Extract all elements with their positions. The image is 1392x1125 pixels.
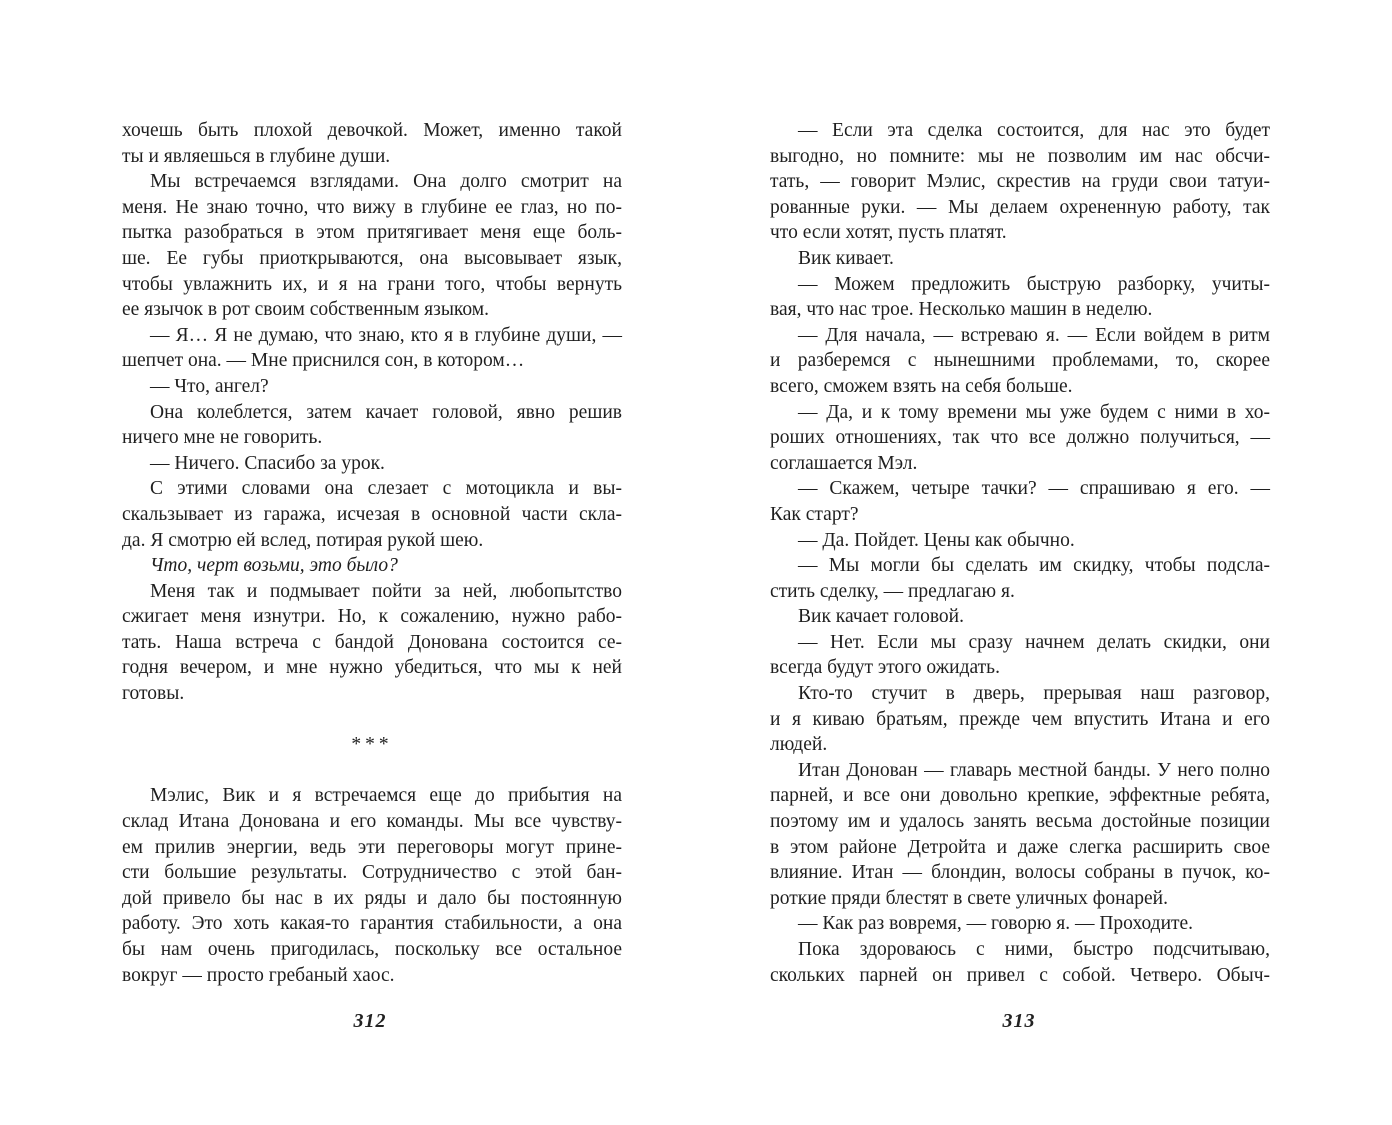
text-line: хочешь быть плохой девочкой. Может, именно такой xyxy=(122,120,622,141)
text-line: — Можем предложить быструю разборку, учиты- xyxy=(798,273,1270,295)
text-line: стить сделку, — предлагаю я. xyxy=(770,580,1015,602)
text-line: шепчет она. — Мне приснился сон, в котором… xyxy=(122,350,525,372)
text-line: работу. Это хоть какая-то гарантия стабильности, а она xyxy=(122,913,622,935)
text-line: рованные руки. — Мы делаем охрененную работу, так xyxy=(770,196,1270,218)
right-page xyxy=(770,118,1270,988)
text-line: Вик качает головой. xyxy=(798,606,964,628)
right-page-text xyxy=(770,118,1270,988)
text-line: ты и являешься в глубине души. xyxy=(122,145,391,167)
text-line: роших отношениях, так что все должно получиться, — xyxy=(770,427,1270,449)
text-line: выгодно, но помните: мы не позволим им нас обсчи- xyxy=(770,145,1270,167)
text-line: Она колеблется, затем качает головой, явно решив xyxy=(150,401,622,423)
text-line: тать. Наша встреча с бандой Донована состоится се- xyxy=(122,631,622,653)
text-line: годня вечером, и мне нужно убедиться, что мы к ней xyxy=(122,657,622,679)
text-line: меня. Не знаю точно, что вижу в глубине ее глаз, но по- xyxy=(122,196,622,218)
left-page-text-after-break xyxy=(122,783,622,988)
text-line: тать, — говорит Мэлис, скрестив на груди свои татуи- xyxy=(770,171,1270,193)
text-line: и я киваю братьям, прежде чем впустить Итана и его xyxy=(770,708,1270,730)
text-line: С этими словами она слезает с мотоцикла и вы- xyxy=(150,478,622,500)
text-line: всего, сможем взять на себя больше. xyxy=(770,375,1073,397)
text-line: бы нам очень пригодилась, поскольку все остальное xyxy=(122,939,622,960)
text-line: — Как раз вовремя, — говорю я. — Проходите. xyxy=(798,913,1194,935)
text-line: — Мы могли бы сделать им скидку, чтобы подсла- xyxy=(798,555,1270,577)
text-line: Что, черт возьми, это было? xyxy=(150,555,398,577)
text-line: Пока здороваюсь с ними, быстро подсчитываю, xyxy=(798,939,1270,960)
text-line: да. Я смотрю ей вслед, потирая рукой шею. xyxy=(122,529,484,551)
text-line: чтобы увлажнить их, и я на грани того, чтобы вернуть xyxy=(122,273,622,295)
text-line: роткие пряди блестят в свете уличных фонарей. xyxy=(770,887,1168,909)
text-line: скольких парней он привел с собой. Четверо. Обыч- xyxy=(770,964,1270,986)
text-line: сти большие результаты. Сотрудничество с этой бан- xyxy=(122,862,622,884)
text-line: ем прилив энергии, ведь эти переговоры могут прине- xyxy=(122,836,622,858)
text-line: Как старт? xyxy=(770,503,859,525)
text-line: ше. Ее губы приоткрываются, она высовывает язык, xyxy=(122,247,622,269)
text-line: что если хотят, пусть платят. xyxy=(770,222,1007,244)
text-line: — Если эта сделка состоится, для нас это будет xyxy=(798,120,1270,141)
text-line: пытка разобраться в этом притягивает меня еще боль- xyxy=(122,222,622,244)
text-line: Вик кивает. xyxy=(798,247,894,269)
text-line: ничего мне не говорить. xyxy=(122,427,323,449)
text-line: — Скажем, четыре тачки? — спрашиваю я его. — xyxy=(798,478,1270,500)
text-line: поэтому им и удалось занять весьма достойные позиции xyxy=(770,811,1270,833)
text-line: — Ничего. Спасибо за урок. xyxy=(150,452,385,474)
page-number-left: 312 xyxy=(353,1010,387,1032)
text-line: Мы встречаемся взглядами. Она долго смотрит на xyxy=(150,171,622,193)
text-line: склад Итана Донована и его команды. Мы все чувству- xyxy=(122,811,622,833)
text-line: парней, и все они довольно крепкие, эффектные ребята, xyxy=(770,785,1270,807)
text-line: — Да. Пойдет. Цены как обычно. xyxy=(798,529,1075,551)
text-line: влияние. Итан — блондин, волосы собраны в пучок, ко- xyxy=(770,862,1270,884)
text-line: в этом районе Детройта и даже слегка расширить свое xyxy=(770,836,1270,858)
text-line: — Что, ангел? xyxy=(150,375,269,397)
text-line: — Я… Я не думаю, что знаю, кто я в глубине души, — xyxy=(150,324,622,346)
text-line: Мэлис, Вик и я встречаемся еще до прибытия на xyxy=(150,785,622,807)
text-line: соглашается Мэл. xyxy=(770,452,918,474)
scene-break-separator: *** xyxy=(351,734,393,756)
text-line: Кто-то стучит в дверь, прерывая наш разговор, xyxy=(798,683,1270,705)
text-line: Итан Донован — главарь местной банды. У него полно xyxy=(798,759,1270,781)
page-number-right: 313 xyxy=(1002,1010,1036,1032)
text-line: всегда будут этого ожидать. xyxy=(770,657,1000,679)
text-line: вокруг — просто гребаный хаос. xyxy=(122,964,395,986)
text-line: готовы. xyxy=(122,683,185,705)
text-line: — Для начала, — встреваю я. — Если войдем в ритм xyxy=(798,324,1270,346)
text-line: и разберемся с нынешними проблемами, то, скорее xyxy=(770,350,1270,372)
text-line: Меня так и подмывает пойти за ней, любопытство xyxy=(150,580,622,602)
left-page-text-before-break xyxy=(122,118,622,707)
text-line: скальзывает из гаража, исчезая в основной части скла- xyxy=(122,503,622,525)
text-line: людей. xyxy=(770,734,828,756)
text-line: дой привело бы нас в их ряды и дало бы постоянную xyxy=(122,887,622,909)
text-line: — Нет. Если мы сразу начнем делать скидки, они xyxy=(798,631,1270,653)
text-line: — Да, и к тому времени мы уже будем с ними в хо- xyxy=(798,401,1270,423)
text-line: сжигает меня изнутри. Но, к сожалению, нужно рабо- xyxy=(122,606,622,628)
left-page xyxy=(122,118,622,988)
text-line: ее язычок в рот своим собственным языком. xyxy=(122,299,490,321)
text-line: вая, что нас трое. Несколько машин в неделю. xyxy=(770,299,1153,321)
